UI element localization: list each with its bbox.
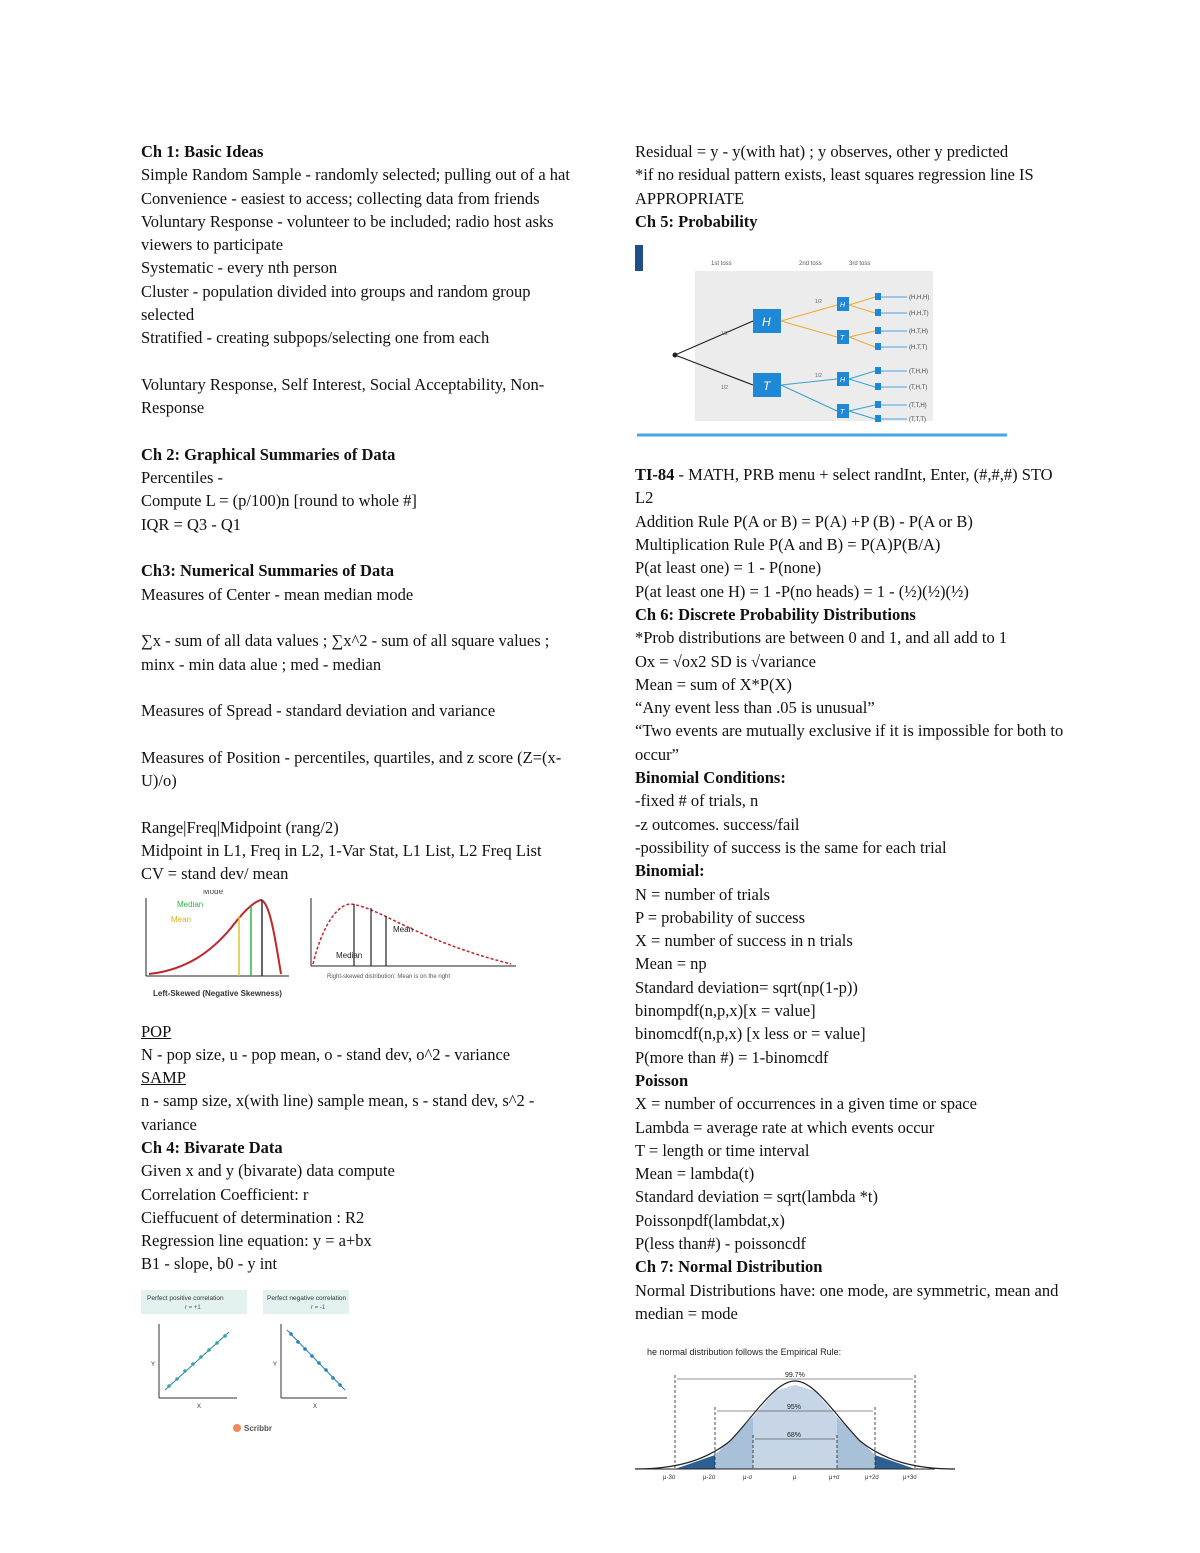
- atleast-h-text: P(at least one H) = 1 -P(no heads) = 1 - (½)(½)(½): [635, 581, 969, 601]
- stratified-text: Stratified - creating subpops/selecting one from each: [141, 328, 490, 348]
- scribbr-logo-icon: [233, 1424, 241, 1432]
- addition-text: Addition Rule P(A or B) = P(A) +P (B) - P(A or B): [635, 511, 973, 531]
- node-h-1: H: [762, 315, 771, 330]
- pos-corr-sub: r = +1: [185, 1304, 201, 1311]
- toss3-label: 3rd toss: [849, 261, 871, 268]
- ti84-text: [635, 463, 1075, 510]
- prob-half-2: 1/2: [721, 385, 728, 392]
- neg-corr-sub: r = -1: [311, 1304, 326, 1311]
- percentiles-text: Percentiles -: [141, 468, 224, 488]
- left-column: [141, 140, 571, 1440]
- bias-text: Voluntary Response, Self Interest, Social Acceptability, Non-Response: [141, 374, 545, 418]
- node-t-1: T: [763, 379, 771, 394]
- neg-x-label: X: [313, 1403, 318, 1410]
- left-skew-caption: Left-Skewed (Negative Skewness): [153, 988, 282, 998]
- b7-text: binomcdf(n,p,x) [x less or = value]: [635, 1024, 866, 1044]
- position-text: Measures of Position - percentiles, quartiles, and z score (Z=(x-U)/o): [141, 747, 562, 791]
- regline-text: Regression line equation: y = a+bx: [141, 1231, 372, 1251]
- ch3-heading: Ch3: Numerical Summaries of Data: [141, 561, 394, 581]
- b5-text: Standard deviation= sqrt(np(1-p)): [635, 977, 858, 997]
- toss1-label: 1st toss: [711, 261, 732, 268]
- toss2-label: 2nd toss: [799, 261, 822, 268]
- node-t-2b: T: [840, 409, 845, 417]
- cv-text: CV = stand dev/ mean: [141, 864, 289, 884]
- tick-4: μ: [793, 1475, 797, 1482]
- poisson-heading: Poisson: [635, 1070, 689, 1090]
- p7-text: P(less than#) - poissoncdf: [635, 1233, 806, 1253]
- node-h-2b: H: [840, 377, 846, 385]
- range-text: Range|Freq|Midpoint (rang/2): [141, 817, 339, 837]
- cond3-text: -possibility of success is the same for each trial: [635, 837, 947, 857]
- ti84-desc: - MATH, PRB menu + select randInt, Enter, (#,#,#) STO L2: [635, 465, 1053, 508]
- ch2-heading: Ch 2: Graphical Summaries of Data: [141, 444, 396, 464]
- b6-text: binompdf(n,p,x)[x = value]: [635, 1001, 816, 1021]
- p3-text: T = length or time interval: [635, 1140, 810, 1160]
- outcome-5: (T,H,H): [909, 369, 928, 376]
- tick-1: μ-3σ: [663, 1475, 676, 1482]
- outcome-4: (H,T,T): [909, 345, 928, 352]
- ox-text: Ox = √ox2 SD is √variance: [635, 651, 816, 671]
- srs-text: Simple Random Sample - randomly selected; pulling out of a hat: [141, 165, 570, 185]
- pos-x-label: X: [197, 1403, 202, 1410]
- p5-text: Standard deviation = sqrt(lambda *t): [635, 1187, 878, 1207]
- spread-text: Measures of Spread - standard deviation and variance: [141, 701, 496, 721]
- b8-text: P(more than #) = 1-binomcdf: [635, 1047, 829, 1067]
- cond2-text: -z outcomes. success/fail: [635, 814, 800, 834]
- outcome-3: (H,T,H): [909, 329, 928, 336]
- p6-text: Poissonpdf(lambdat,x): [635, 1210, 785, 1230]
- det-text: Cieffucuent of determination : R2: [141, 1207, 365, 1227]
- prob-half-4: 1/2: [815, 373, 822, 380]
- ch5-heading: Ch 5: Probability: [635, 211, 758, 231]
- right-skew-chart: [311, 898, 516, 980]
- coin-toss-tree-figure: [635, 239, 1015, 449]
- ch1-heading: Ch 1: Basic Ideas: [141, 142, 264, 161]
- p95-label: 95%: [787, 1404, 802, 1412]
- right-mean-label: Mean: [393, 924, 414, 934]
- prob-dist-text: *Prob distributions are between 0 and 1, and all add to 1: [635, 628, 1008, 648]
- outcome-7: (T,T,H): [909, 403, 927, 410]
- unusual-text: “Any event less than .05 is unusual”: [635, 698, 875, 718]
- prob-half-3: 1/2: [815, 299, 822, 306]
- mean-label: Mean: [171, 914, 192, 924]
- p2-text: Lambda = average rate at which events occur: [635, 1117, 935, 1137]
- cond1-text: -fixed # of trials, n: [635, 791, 759, 811]
- corr-text: Correlation Coefficient: r: [141, 1184, 309, 1204]
- right-column: [635, 140, 1075, 1485]
- multiplication-text: Multiplication Rule P(A and B) = P(A)P(B/A): [635, 535, 941, 555]
- midpoint-text: Midpoint in L1, Freq in L2, 1-Var Stat, L1 List, L2 Freq List: [141, 840, 542, 860]
- b3-text: X = number of success in n trials: [635, 931, 853, 951]
- ch4-heading: Ch 4: Bivarate Data: [141, 1137, 283, 1157]
- p1-text: X = number of occurrences in a given time or space: [635, 1094, 977, 1114]
- binom-heading: Binomial:: [635, 861, 705, 881]
- outcome-2: (H,H,T): [909, 311, 929, 318]
- ch6-heading: Ch 6: Discrete Probability Distributions: [635, 604, 916, 624]
- correlation-figure: [141, 1290, 361, 1440]
- pop-text: N - pop size, u - pop mean, o - stand dev, o^2 - variance: [141, 1044, 511, 1064]
- outcome-6: (T,H,T): [909, 385, 928, 392]
- ti84-label: TI-84: [635, 465, 675, 485]
- empirical-rule-figure: [635, 1345, 955, 1485]
- systematic-text: Systematic - every nth person: [141, 258, 338, 278]
- cluster-text: Cluster - population divided into groups and random group selected: [141, 281, 531, 325]
- neg-y-label: Y: [273, 1361, 278, 1368]
- samp-text: n - samp size, x(with line) sample mean, s - stand dev, s^2 - variance: [141, 1091, 535, 1134]
- residual-text: Residual = y - y(with hat) ; y observes, other y predicted: [635, 142, 1009, 161]
- p4-text: Mean = lambda(t): [635, 1164, 755, 1184]
- convenience-text: Convenience - easiest to access; collecting data from friends: [141, 188, 540, 208]
- mean-text: Mean = sum of X*P(X): [635, 674, 792, 694]
- prob-half-1: 1/2: [721, 331, 728, 338]
- scribbr-brand: Scribbr: [244, 1423, 273, 1433]
- skewness-figure: [141, 890, 541, 1000]
- binom-cond-heading: Binomial Conditions:: [635, 768, 786, 788]
- mode-label: Mode: [203, 889, 224, 896]
- neg-corr-title: Perfect negative correlation: [267, 1294, 347, 1302]
- tick-3: μ-σ: [743, 1475, 753, 1482]
- b2-text: P = probability of success: [635, 907, 806, 927]
- center-text: Measures of Center - mean median mode: [141, 584, 414, 604]
- tick-2: μ-2σ: [703, 1475, 716, 1482]
- iqr-text: IQR = Q3 - Q1: [141, 514, 242, 534]
- negative-correlation-chart: [263, 1290, 349, 1410]
- given-text: Given x and y (bivarate) data compute: [141, 1161, 395, 1181]
- outcome-1: (H,H,H): [909, 295, 930, 302]
- sums-text: ∑x - sum of all data values ; ∑x^2 - sum of all square values ; minx - min data alue ; med - median: [141, 631, 550, 674]
- pos-y-label: Y: [151, 1361, 156, 1368]
- exclusive-text: “Two events are mutually exclusive if it is impossible for both to occur”: [635, 721, 1064, 764]
- left-skew-chart: [146, 890, 289, 998]
- tick-7: μ+3σ: [903, 1475, 918, 1482]
- right-median-label: Median: [336, 950, 363, 960]
- median-label: Median: [177, 899, 204, 909]
- pop-heading: POP: [141, 1021, 172, 1041]
- slope-text: B1 - slope, b0 - y int: [141, 1254, 278, 1274]
- ch7-desc: Normal Distributions have: one mode, are symmetric, mean and median = mode: [635, 1280, 1059, 1323]
- samp-heading: SAMP: [141, 1068, 186, 1088]
- node-t-2a: T: [840, 335, 845, 343]
- residual-note: *if no residual pattern exists, least squares regression line IS APPROPRIATE: [635, 165, 1034, 208]
- b1-text: N = number of trials: [635, 884, 770, 904]
- tick-5: μ+σ: [829, 1475, 840, 1482]
- positive-correlation-chart: [141, 1290, 247, 1410]
- right-skew-caption: Right-skewed distribution: Mean is on the right: [327, 973, 451, 980]
- compute-text: Compute L = (p/100)n [round to whole #]: [141, 491, 417, 511]
- tick-6: μ+2σ: [865, 1475, 880, 1482]
- atleast-text: P(at least one) = 1 - P(none): [635, 558, 822, 578]
- empirical-caption: he normal distribution follows the Empirical Rule:: [647, 1347, 842, 1358]
- voluntary-text: Voluntary Response - volunteer to be included; radio host asks viewers to participate: [141, 211, 554, 255]
- pos-corr-title: Perfect positive correlation: [147, 1294, 224, 1302]
- node-h-2a: H: [840, 302, 846, 310]
- p68-label: 68%: [787, 1432, 802, 1440]
- outcome-8: (T,T,T): [909, 417, 926, 424]
- p99-label: 99.7%: [785, 1372, 805, 1380]
- ch7-heading: Ch 7: Normal Distribution: [635, 1257, 823, 1277]
- b4-text: Mean = np: [635, 954, 707, 974]
